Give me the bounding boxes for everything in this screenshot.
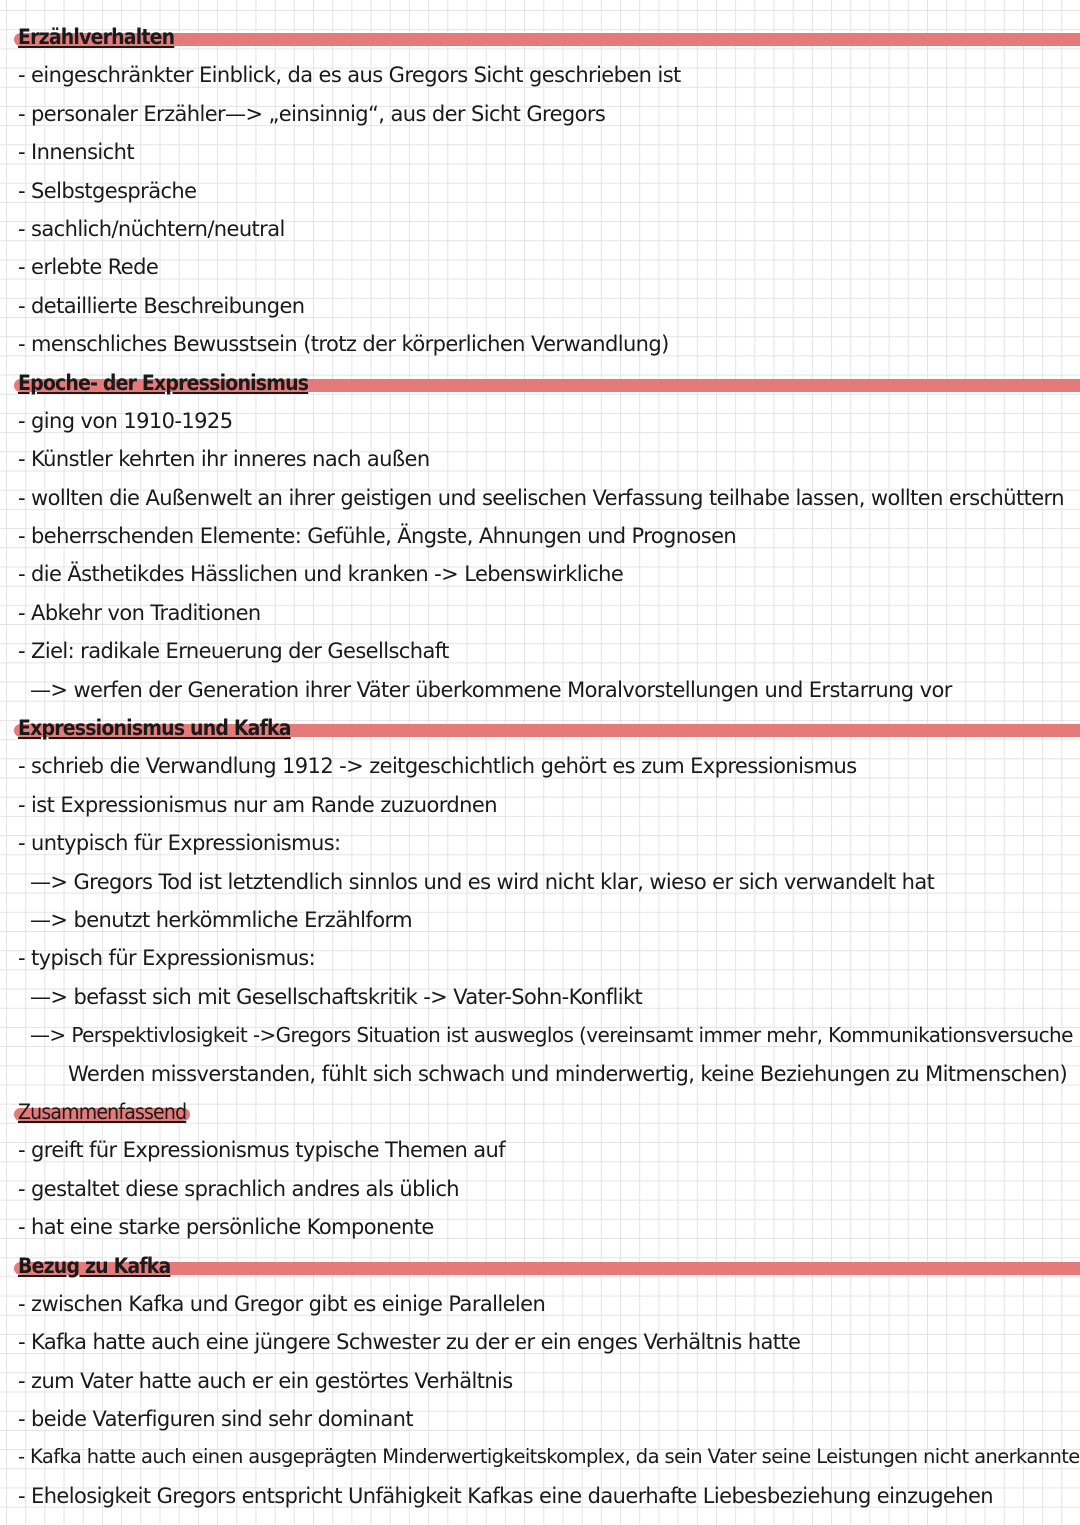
note-line: - erlebte Rede <box>18 255 159 280</box>
note-line: - personaler Erzähler—> „einsinnig“, aus der Sicht Gregors <box>18 101 606 126</box>
note-line: - Kafka hatte auch eine jüngere Schwester zu der er ein enges Verhältnis hatte <box>18 1330 801 1355</box>
note-line: - Künstler kehrten ihr inneres nach außen <box>18 447 430 472</box>
heading-highlight-bar <box>14 1262 1080 1275</box>
note-line: - typisch für Expressionismus: <box>18 946 316 971</box>
note-line: - zwischen Kafka und Gregor gibt es einige Parallelen <box>18 1291 546 1316</box>
note-line: - Innensicht <box>18 140 134 165</box>
note-line: - menschliches Bewusstsein (trotz der körperlichen Verwandlung) <box>18 332 669 357</box>
note-line: - sachlich/nüchtern/neutral <box>18 216 285 241</box>
section-heading-bezug-kafka <box>0 1247 1080 1285</box>
note-line: - hat eine starke persönliche Komponente <box>18 1215 434 1240</box>
heading-text: Zusammenfassend <box>18 1099 187 1124</box>
note-line: - ist Expressionismus nur am Rande zuzuordnen <box>18 792 497 817</box>
note-line: - greift für Expressionismus typische Themen auf <box>18 1138 506 1163</box>
note-line: - untypisch für Expressionismus: <box>18 831 341 856</box>
note-line: - wollten die Außenwelt an ihrer geistigen und seelischen Verfassung teilhabe lassen, wollten erschüttern <box>18 485 1064 510</box>
note-line-sub: —> werfen der Generation ihrer Väter überkommene Moralvorstellungen und Erstarrung vor <box>30 677 952 702</box>
section-heading-zusammenfassend <box>0 1093 1080 1131</box>
heading-text: Erzählverhalten <box>18 25 175 49</box>
heading-text: Bezug zu Kafka <box>18 1253 171 1278</box>
note-line-sub: —> befasst sich mit Gesellschaftskritik -> Vater-Sohn-Konflikt <box>30 984 643 1009</box>
note-line: - schrieb die Verwandlung 1912 -> zeitgeschichtlich gehört es zum Expressionismus <box>18 754 857 779</box>
note-line: - Selbstgespräche <box>18 178 197 203</box>
note-line: - eingeschränkter Einblick, da es aus Gregors Sicht geschrieben ist <box>18 63 681 88</box>
note-line: - gestaltet diese sprachlich andres als üblich <box>18 1176 459 1201</box>
note-line: - Abkehr von Traditionen <box>18 600 261 625</box>
heading-text: Expressionismus und Kafka <box>18 716 291 741</box>
note-line-sub: —> Perspektivlosigkeit ->Gregors Situation ist ausweglos (vereinsamt immer mehr, Kommunikationsversuche <box>30 1023 1073 1048</box>
note-line-sub: —> Gregors Tod ist letztendlich sinnlos und es wird nicht klar, wieso er sich verwandelt hat <box>30 869 935 894</box>
note-line: - zum Vater hatte auch er ein gestörtes Verhältnis <box>18 1368 513 1393</box>
section-heading-erzaehlverhalten <box>0 18 1080 56</box>
note-line-sub: —> benutzt herkömmliche Erzählform <box>30 907 412 932</box>
notes-page <box>0 18 1080 1515</box>
note-line: - Ziel: radikale Erneuerung der Gesellschaft <box>18 639 449 664</box>
note-line: - Ehelosigkeit Gregors entspricht Unfähigkeit Kafkas eine dauerhafte Liebesbeziehung einzugehen <box>18 1483 993 1508</box>
note-line: - detaillierte Beschreibungen <box>18 293 305 318</box>
heading-text: Epoche- der Expressionismus <box>18 370 309 395</box>
note-line: - beherrschenden Elemente: Gefühle, Ängste, Ahnungen und Prognosen <box>18 524 737 549</box>
section-heading-expressionismus-kafka <box>0 709 1080 747</box>
note-line-continuation: Werden missverstanden, fühlt sich schwach und minderwertig, keine Beziehungen zu Mitmenschen) <box>68 1061 1068 1086</box>
section-heading-epoche <box>0 364 1080 402</box>
note-line: - beide Vaterfiguren sind sehr dominant <box>18 1407 413 1432</box>
note-line: - ging von 1910-1925 <box>18 408 233 433</box>
note-line: - die Ästhetikdes Hässlichen und kranken -> Lebenswirkliche <box>18 562 624 587</box>
note-line: - Kafka hatte auch einen ausgeprägten Minderwertigkeitskomplex, da sein Vater seine Leistungen nicht anerkannte <box>18 1445 1080 1469</box>
